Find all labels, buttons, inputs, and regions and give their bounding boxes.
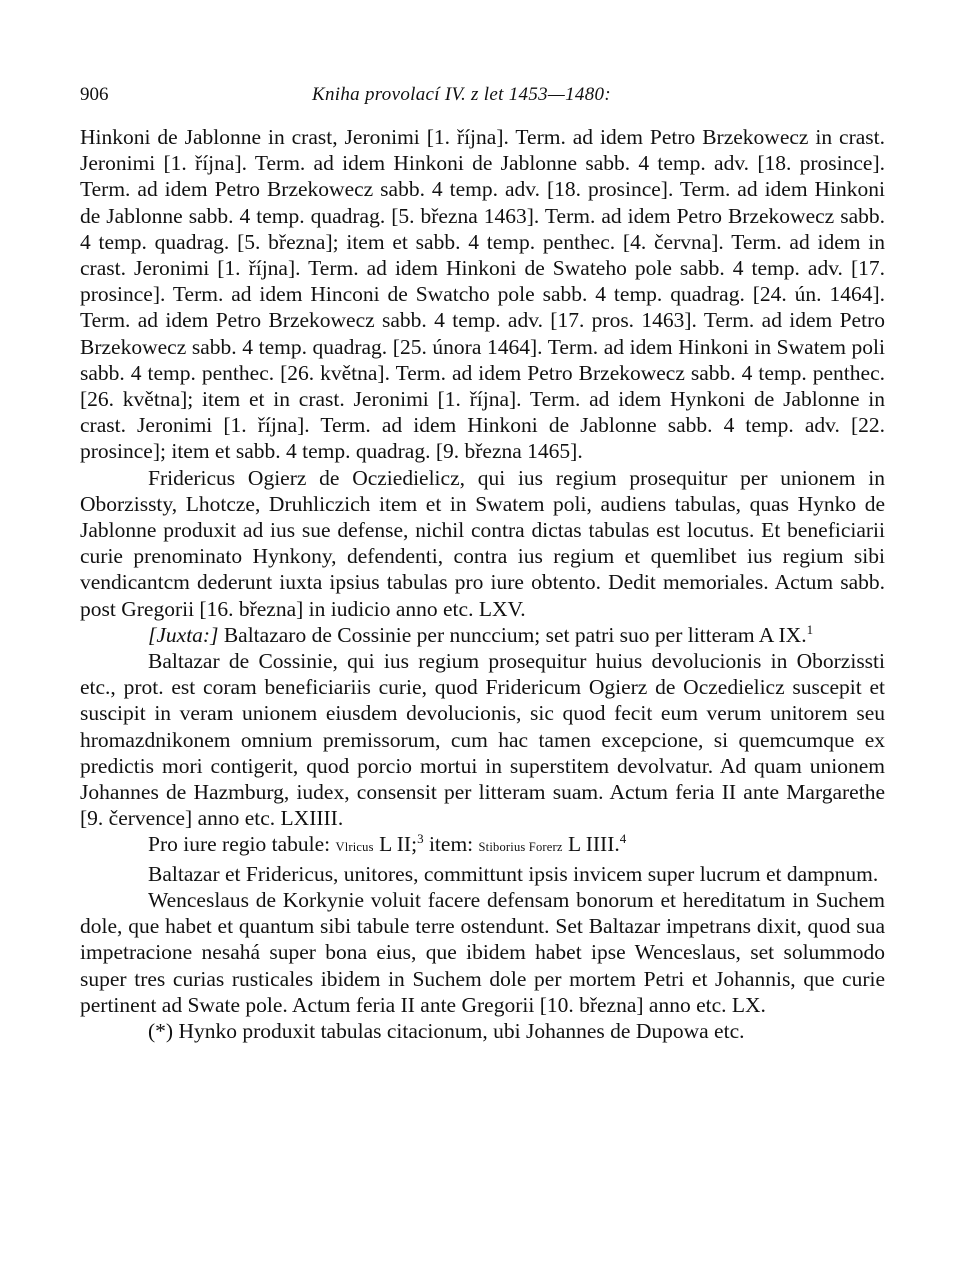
paragraph-pro-iure <box>80 831 885 860</box>
paragraph-wenceslaus: Wenceslaus de Korkynie voluit facere defensam bonorum et hereditatum in Suchem dole, que habet et quantum sibi tabule terre ostendunt. Set Baltazar impetrans dixit, quod sua impetracione nesahá super bona eius, que ibidem habet ipse Wenceslaus, set solummodo super tres curias rusticales ibidem in Suchem dole per mortem Petri et Johannis, que curie pertinent ad Swate pole. Actum feria II ante Gregorii [10. března] anno etc. LX. <box>80 887 885 1017</box>
running-title: Kniha provolací IV. z let 1453—1480: <box>312 84 611 105</box>
page-number: 906 <box>80 84 109 105</box>
pro-iure-text-2: L II; <box>373 832 418 857</box>
paragraph-unitores: Baltazar et Fridericus, unitores, committunt ipsis invicem super lucrum et dampnum. <box>148 861 879 886</box>
footnote-marker: 4 <box>619 831 627 847</box>
pro-iure-text-3: item: <box>423 832 479 857</box>
paragraph-terms: Hinkoni de Jablonne in crast, Jeronimi [1. října]. Term. ad idem Petro Brzekowecz in crast. Jeronimi [1. října]. Term. ad idem Hinkoni de Jablonne sabb. 4 temp. adv. [18. prosince]. Term. ad idem Petro Brzekowecz sabb. 4 temp. adv. [18. prosince]. Term. ad idem Hinkoni de Jablonne sabb. 4 temp. quadrag. [5. března 1463]. Term. ad idem Petro Brzekowecz sabb. 4 temp. quadrag. [5. března]; item et sabb. 4 temp. penthec. [4. června]. Term. ad idem in crast. Jeronimi [1. října]. Term. ad idem Hinkoni de Swateho pole sabb. 4 temp. adv. [17. prosince]. Term. ad idem Hinconi de Swatcho pole sabb. 4 temp. quadrag. [24. ún. 1464]. Term. ad idem Petro Brzekowecz sabb. 4 temp. adv. [17. pros. 1463]. Term. ad idem Petro Brzekowecz sabb. 4 temp. quadrag. [25. února 1464]. Term. ad idem Hinkoni in Swatem poli sabb. 4 temp. penthec. [26. května]. Term. ad idem Petro Brzekowecz sabb. 4 temp. penthec. [26. května]; item et in crast. Jeronimi [1. října]. Term. ad idem Hynkoni de Jablonne in crast. Jeronimi [1. října]. Term. ad idem Hinkoni de Jablonne sabb. 4 temp. adv. [22. prosince]; item et sabb. 4 temp. quadrag. [9. března 1465]. <box>80 125 885 464</box>
pro-iure-text-4: L IIII. <box>562 832 620 857</box>
name-vlricus: Vlricus <box>335 840 374 855</box>
paragraph-hynko: (*) Hynko produxit tabulas citacionum, ubi Johannes de Dupowa etc. <box>148 1018 745 1043</box>
pro-iure-text: Pro iure regio tabule: <box>148 832 336 857</box>
name-stiborius: Stiborius Forerz <box>478 840 563 855</box>
juxta-label: [Juxta:] <box>148 622 219 647</box>
juxta-text: Baltazaro de Cossinie per nunccium; set patri suo per litteram A IX. <box>218 622 807 647</box>
page-header <box>80 84 882 112</box>
paragraph-baltazar: Baltazar de Cossinie, qui ius regium prosequitur huius devolucionis in Oborzissti etc., prot. est coram beneficiariis curie, quod Fridericum Ogierz de Oczedielicz suscepit et suscipit in veram unionem eiusdem devolucionis, sic quod fecit eum verum unitorem seu hromazdnikonem omnium premissorum, cum hac tamen excepcione, si quemcumque ex predictis mori contigerit, quod porcio mortui in superstitem devolvatur. Ad quam unionem Johannes de Hazmburg, iudex, consensit per litteram suam. Actum feria II ante Margarethe [9. července] anno etc. LXIIII. <box>80 649 885 831</box>
footnote-marker: 3 <box>417 831 424 847</box>
body-text <box>80 124 885 1044</box>
paragraph-fridericus: Fridericus Ogierz de Ocziedielicz, qui ius regium prosequitur per unionem in Oborzissty, Lhotcze, Druhliczich item et in Swatem poli, audiens tabulas, quas Hynko de Jablonne produxit ad ius sue defense, nichil contra dictas tabulas est locutus. Et beneficiarii curie prenominato Hynkony, defendenti, contra ius regium et quemlibet ius regium sibi vendicantcm dederunt iuxta ipsius tabulas pro iure obtento. Dedit memoriales. Actum sabb. post Gregorii [16. března] in iudicio anno etc. LXV. <box>80 465 885 621</box>
footnote-marker: 1 <box>806 621 814 637</box>
paragraph-juxta <box>80 622 885 648</box>
